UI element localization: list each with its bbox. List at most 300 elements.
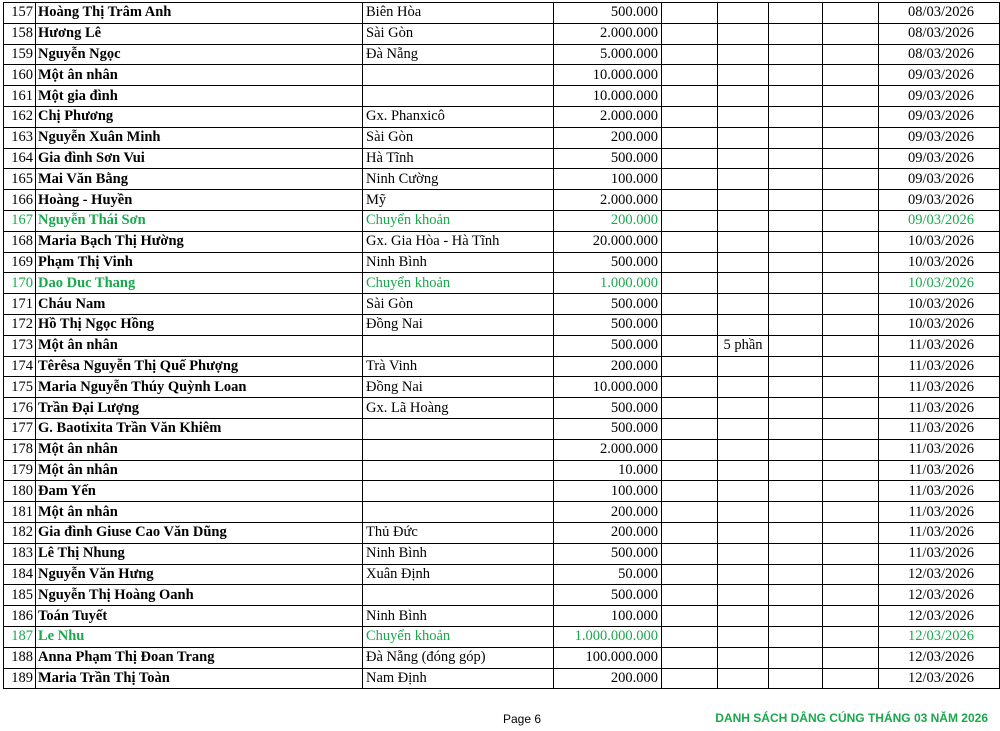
extra-col-3: [769, 543, 823, 564]
donor-name: Têrêsa Nguyễn Thị Quế Phượng: [36, 356, 363, 377]
donation-date: 11/03/2026: [879, 522, 1000, 543]
donation-date: 10/03/2026: [879, 252, 1000, 273]
table-row: [4, 23, 1000, 44]
extra-col-4: [823, 522, 879, 543]
extra-col-2: [718, 314, 769, 335]
extra-col-1: [662, 44, 718, 65]
extra-col-2: [718, 44, 769, 65]
extra-col-3: [769, 502, 823, 523]
extra-col-2: [718, 626, 769, 647]
row-number: 175: [4, 377, 36, 398]
extra-col-3: [769, 127, 823, 148]
extra-col-4: [823, 647, 879, 668]
extra-col-4: [823, 626, 879, 647]
donor-name: Nguyễn Văn Hưng: [36, 564, 363, 585]
donation-amount: 500.000: [554, 418, 662, 439]
extra-col-4: [823, 668, 879, 689]
table-row: [4, 668, 1000, 689]
extra-col-1: [662, 606, 718, 627]
donation-date: 11/03/2026: [879, 481, 1000, 502]
donor-name: Dao Duc Thang: [36, 273, 363, 294]
extra-col-3: [769, 335, 823, 356]
extra-col-3: [769, 190, 823, 211]
donation-date: 10/03/2026: [879, 231, 1000, 252]
donor-place: Sài Gòn: [363, 23, 554, 44]
donation-date: 12/03/2026: [879, 585, 1000, 606]
donation-amount: 200.000: [554, 522, 662, 543]
row-number: 160: [4, 65, 36, 86]
donation-amount: 200.000: [554, 502, 662, 523]
extra-col-3: [769, 273, 823, 294]
donation-amount: 200.000: [554, 668, 662, 689]
extra-col-3: [769, 86, 823, 107]
row-number: 189: [4, 668, 36, 689]
donation-date: 12/03/2026: [879, 668, 1000, 689]
row-number: 182: [4, 522, 36, 543]
extra-col-4: [823, 439, 879, 460]
extra-col-2: [718, 23, 769, 44]
extra-col-2: [718, 398, 769, 419]
donor-name: Nguyễn Thị Hoàng Oanh: [36, 585, 363, 606]
extra-col-2: [718, 439, 769, 460]
donation-date: 12/03/2026: [879, 564, 1000, 585]
extra-col-1: [662, 356, 718, 377]
extra-col-2: [718, 522, 769, 543]
donor-name: Maria Trần Thị Toàn: [36, 668, 363, 689]
donation-date: 09/03/2026: [879, 210, 1000, 231]
donation-amount: 2.000.000: [554, 23, 662, 44]
donation-date: 09/03/2026: [879, 127, 1000, 148]
table-row: [4, 3, 1000, 24]
extra-col-3: [769, 314, 823, 335]
donor-place: Chuyển khoản: [363, 626, 554, 647]
donation-date: 11/03/2026: [879, 543, 1000, 564]
extra-col-4: [823, 294, 879, 315]
extra-col-3: [769, 439, 823, 460]
extra-col-1: [662, 647, 718, 668]
extra-col-2: [718, 356, 769, 377]
donor-place: Đà Nẵng: [363, 44, 554, 65]
donation-date: 08/03/2026: [879, 44, 1000, 65]
extra-col-3: [769, 106, 823, 127]
extra-col-3: [769, 398, 823, 419]
donation-amount: 500.000: [554, 314, 662, 335]
donor-place: [363, 439, 554, 460]
row-number: 170: [4, 273, 36, 294]
donor-place: [363, 460, 554, 481]
donation-date: 09/03/2026: [879, 190, 1000, 211]
table-row: [4, 148, 1000, 169]
extra-col-4: [823, 169, 879, 190]
extra-col-3: [769, 418, 823, 439]
donor-name: Anna Phạm Thị Đoan Trang: [36, 647, 363, 668]
extra-col-1: [662, 439, 718, 460]
row-number: 179: [4, 460, 36, 481]
donor-name: Trần Đại Lượng: [36, 398, 363, 419]
table-row: [4, 481, 1000, 502]
extra-col-2: [718, 481, 769, 502]
row-number: 181: [4, 502, 36, 523]
donation-amount: 200.000: [554, 356, 662, 377]
extra-col-4: [823, 252, 879, 273]
row-number: 169: [4, 252, 36, 273]
donor-place: Chuyển khoản: [363, 273, 554, 294]
extra-col-4: [823, 231, 879, 252]
table-row: [4, 210, 1000, 231]
donor-place: Trà Vinh: [363, 356, 554, 377]
donor-name: Một ân nhân: [36, 335, 363, 356]
donor-place: Hà Tĩnh: [363, 148, 554, 169]
donation-date: 10/03/2026: [879, 273, 1000, 294]
extra-col-4: [823, 65, 879, 86]
donation-amount: 200.000: [554, 127, 662, 148]
extra-col-4: [823, 481, 879, 502]
donor-name: Hoàng - Huyền: [36, 190, 363, 211]
donor-place: [363, 86, 554, 107]
extra-col-1: [662, 148, 718, 169]
donation-amount: 20.000.000: [554, 231, 662, 252]
extra-col-1: [662, 481, 718, 502]
extra-col-1: [662, 65, 718, 86]
donor-name: Một ân nhân: [36, 65, 363, 86]
table-row: [4, 190, 1000, 211]
extra-col-4: [823, 606, 879, 627]
extra-col-1: [662, 335, 718, 356]
table-row: [4, 377, 1000, 398]
donor-name: Nguyễn Ngọc: [36, 44, 363, 65]
donation-amount: 100.000: [554, 606, 662, 627]
row-number: 183: [4, 543, 36, 564]
row-number: 171: [4, 294, 36, 315]
extra-col-4: [823, 418, 879, 439]
table-row: [4, 65, 1000, 86]
extra-col-4: [823, 3, 879, 24]
extra-col-4: [823, 502, 879, 523]
table-row: [4, 314, 1000, 335]
extra-col-1: [662, 106, 718, 127]
table-row: [4, 460, 1000, 481]
extra-col-2: [718, 294, 769, 315]
donor-name: Một gia đình: [36, 86, 363, 107]
donation-date: 11/03/2026: [879, 377, 1000, 398]
donation-amount: 10.000.000: [554, 65, 662, 86]
extra-col-2: [718, 252, 769, 273]
table-row: [4, 335, 1000, 356]
footer-title: DANH SÁCH DÂNG CÚNG THÁNG 03 NĂM 2026: [715, 711, 988, 725]
donor-name: Cháu Nam: [36, 294, 363, 315]
row-number: 178: [4, 439, 36, 460]
donation-amount: 1.000.000.000: [554, 626, 662, 647]
extra-col-1: [662, 522, 718, 543]
donor-place: [363, 585, 554, 606]
extra-col-4: [823, 190, 879, 211]
table-row: [4, 439, 1000, 460]
extra-col-1: [662, 252, 718, 273]
row-number: 157: [4, 3, 36, 24]
donation-table: [3, 2, 1000, 689]
table-row: [4, 356, 1000, 377]
donation-amount: 10.000.000: [554, 377, 662, 398]
row-number: 176: [4, 398, 36, 419]
donor-place: [363, 502, 554, 523]
donation-date: 11/03/2026: [879, 439, 1000, 460]
donor-place: Đà Nẵng (đóng góp): [363, 647, 554, 668]
donor-name: Mai Văn Bằng: [36, 169, 363, 190]
donor-name: Le Nhu: [36, 626, 363, 647]
donation-date: 09/03/2026: [879, 106, 1000, 127]
extra-col-1: [662, 190, 718, 211]
row-number: 163: [4, 127, 36, 148]
donor-place: Ninh Bình: [363, 606, 554, 627]
extra-col-2: [718, 169, 769, 190]
donation-date: 12/03/2026: [879, 606, 1000, 627]
donor-place: Ninh Bình: [363, 543, 554, 564]
donor-place: Mỹ: [363, 190, 554, 211]
donation-date: 11/03/2026: [879, 502, 1000, 523]
row-number: 188: [4, 647, 36, 668]
extra-col-3: [769, 481, 823, 502]
donation-amount: 200.000: [554, 210, 662, 231]
donation-amount: 500.000: [554, 252, 662, 273]
donation-amount: 500.000: [554, 3, 662, 24]
donor-place: [363, 481, 554, 502]
row-number: 166: [4, 190, 36, 211]
donation-amount: 10.000.000: [554, 86, 662, 107]
donor-place: Xuân Định: [363, 564, 554, 585]
table-row: [4, 86, 1000, 107]
extra-col-3: [769, 210, 823, 231]
extra-col-3: [769, 3, 823, 24]
donation-rows: [4, 3, 1000, 689]
row-number: 187: [4, 626, 36, 647]
donor-name: Phạm Thị Vinh: [36, 252, 363, 273]
table-row: [4, 127, 1000, 148]
donation-amount: 2.000.000: [554, 190, 662, 211]
extra-col-1: [662, 460, 718, 481]
donation-amount: 10.000: [554, 460, 662, 481]
extra-col-2: [718, 585, 769, 606]
extra-col-4: [823, 44, 879, 65]
donor-name: Maria Nguyễn Thúy Quỳnh Loan: [36, 377, 363, 398]
extra-col-1: [662, 314, 718, 335]
donation-date: 11/03/2026: [879, 356, 1000, 377]
donor-place: Đồng Nai: [363, 377, 554, 398]
extra-col-4: [823, 460, 879, 481]
donor-place: Ninh Bình: [363, 252, 554, 273]
extra-col-2: [718, 418, 769, 439]
extra-col-2: [718, 190, 769, 211]
extra-col-3: [769, 169, 823, 190]
donor-name: Maria Bạch Thị Hường: [36, 231, 363, 252]
extra-col-2: [718, 460, 769, 481]
table-row: [4, 522, 1000, 543]
row-number: 158: [4, 23, 36, 44]
page-number: Page 6: [503, 712, 542, 726]
donation-date: 09/03/2026: [879, 169, 1000, 190]
extra-col-4: [823, 23, 879, 44]
donor-name: Một ân nhân: [36, 460, 363, 481]
extra-col-4: [823, 127, 879, 148]
donor-place: Biên Hòa: [363, 3, 554, 24]
donor-place: Sài Gòn: [363, 294, 554, 315]
extra-col-2: [718, 86, 769, 107]
extra-col-1: [662, 418, 718, 439]
donation-amount: 500.000: [554, 543, 662, 564]
donor-name: Toán Tuyết: [36, 606, 363, 627]
table-row: [4, 106, 1000, 127]
donation-date: 08/03/2026: [879, 3, 1000, 24]
donor-place: [363, 418, 554, 439]
donor-name: Hoàng Thị Trâm Anh: [36, 3, 363, 24]
extra-col-1: [662, 543, 718, 564]
donor-name: Nguyễn Thái Sơn: [36, 210, 363, 231]
table-row: [4, 606, 1000, 627]
donor-place: Chuyển khoản: [363, 210, 554, 231]
extra-col-1: [662, 210, 718, 231]
table-row: [4, 502, 1000, 523]
extra-col-2: [718, 148, 769, 169]
donor-name: Hương Lê: [36, 23, 363, 44]
donation-amount: 500.000: [554, 398, 662, 419]
table-row: [4, 564, 1000, 585]
donation-date: 09/03/2026: [879, 65, 1000, 86]
extra-col-3: [769, 231, 823, 252]
extra-col-1: [662, 3, 718, 24]
extra-col-1: [662, 169, 718, 190]
donation-date: 10/03/2026: [879, 314, 1000, 335]
donation-date: 08/03/2026: [879, 23, 1000, 44]
extra-col-2: [718, 502, 769, 523]
donor-place: [363, 335, 554, 356]
extra-col-4: [823, 564, 879, 585]
extra-col-2: [718, 564, 769, 585]
table-row: [4, 273, 1000, 294]
extra-col-4: [823, 585, 879, 606]
extra-col-2: [718, 231, 769, 252]
extra-col-3: [769, 44, 823, 65]
table-row: [4, 626, 1000, 647]
table-row: [4, 647, 1000, 668]
row-number: 184: [4, 564, 36, 585]
row-number: 172: [4, 314, 36, 335]
extra-col-4: [823, 148, 879, 169]
donation-date: 10/03/2026: [879, 294, 1000, 315]
table-row: [4, 44, 1000, 65]
donation-amount: 100.000: [554, 481, 662, 502]
donation-amount: 500.000: [554, 335, 662, 356]
extra-col-2: [718, 543, 769, 564]
donor-place: Thủ Đức: [363, 522, 554, 543]
donor-name: G. Baotixita Trần Văn Khiêm: [36, 418, 363, 439]
row-number: 173: [4, 335, 36, 356]
donor-name: Gia đình Sơn Vui: [36, 148, 363, 169]
extra-col-3: [769, 377, 823, 398]
extra-col-3: [769, 522, 823, 543]
extra-col-1: [662, 668, 718, 689]
extra-col-3: [769, 294, 823, 315]
extra-col-4: [823, 86, 879, 107]
row-number: 162: [4, 106, 36, 127]
extra-col-2: [718, 65, 769, 86]
extra-col-1: [662, 294, 718, 315]
donor-name: Một ân nhân: [36, 439, 363, 460]
donor-name: Nguyễn Xuân Minh: [36, 127, 363, 148]
extra-col-2: [718, 273, 769, 294]
extra-col-1: [662, 398, 718, 419]
extra-col-1: [662, 626, 718, 647]
donor-place: Sài Gòn: [363, 127, 554, 148]
extra-col-1: [662, 564, 718, 585]
extra-col-1: [662, 377, 718, 398]
extra-col-2: [718, 647, 769, 668]
donation-date: 11/03/2026: [879, 335, 1000, 356]
extra-col-3: [769, 626, 823, 647]
extra-col-3: [769, 356, 823, 377]
extra-col-1: [662, 585, 718, 606]
extra-col-1: [662, 127, 718, 148]
table-row: [4, 231, 1000, 252]
extra-col-2: [718, 606, 769, 627]
extra-col-2: [718, 3, 769, 24]
donor-name: Gia đình Giuse Cao Văn Dũng: [36, 522, 363, 543]
row-number: 164: [4, 148, 36, 169]
donation-amount: 5.000.000: [554, 44, 662, 65]
extra-col-4: [823, 356, 879, 377]
row-number: 165: [4, 169, 36, 190]
donation-amount: 100.000.000: [554, 647, 662, 668]
donor-name: Đam Yến: [36, 481, 363, 502]
extra-col-3: [769, 23, 823, 44]
donation-amount: 500.000: [554, 585, 662, 606]
extra-col-3: [769, 65, 823, 86]
table-row: [4, 398, 1000, 419]
extra-col-1: [662, 23, 718, 44]
donor-place: Ninh Cường: [363, 169, 554, 190]
donation-sheet: [3, 2, 1000, 689]
donor-name: Hồ Thị Ngọc Hồng: [36, 314, 363, 335]
table-row: [4, 252, 1000, 273]
donor-place: Nam Định: [363, 668, 554, 689]
extra-col-4: [823, 377, 879, 398]
donation-amount: 100.000: [554, 169, 662, 190]
donor-place: Gx. Gia Hòa - Hà Tĩnh: [363, 231, 554, 252]
extra-col-4: [823, 210, 879, 231]
extra-col-3: [769, 585, 823, 606]
donor-name: Lê Thị Nhung: [36, 543, 363, 564]
row-number: 174: [4, 356, 36, 377]
row-number: 167: [4, 210, 36, 231]
donation-date: 12/03/2026: [879, 626, 1000, 647]
row-number: 177: [4, 418, 36, 439]
extra-col-2: [718, 210, 769, 231]
donation-date: 11/03/2026: [879, 398, 1000, 419]
row-number: 159: [4, 44, 36, 65]
donor-place: Gx. Phanxicô: [363, 106, 554, 127]
extra-col-2: [718, 106, 769, 127]
extra-col-4: [823, 543, 879, 564]
extra-col-2: [718, 127, 769, 148]
donor-place: [363, 65, 554, 86]
donation-amount: 500.000: [554, 148, 662, 169]
donation-date: 09/03/2026: [879, 148, 1000, 169]
donation-amount: 500.000: [554, 294, 662, 315]
donor-name: Một ân nhân: [36, 502, 363, 523]
row-number: 185: [4, 585, 36, 606]
donor-place: Gx. Lã Hoàng: [363, 398, 554, 419]
extra-col-1: [662, 231, 718, 252]
donor-name: Chị Phương: [36, 106, 363, 127]
donation-amount: 2.000.000: [554, 439, 662, 460]
